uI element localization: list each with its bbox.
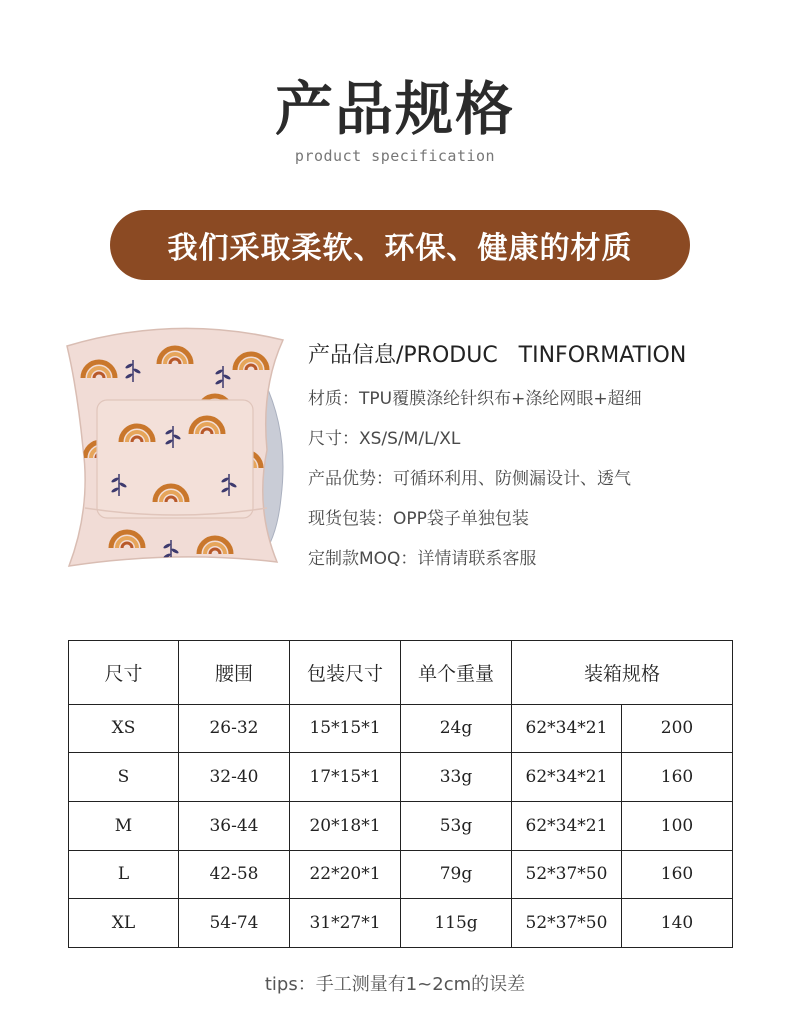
cell-size: L [69, 850, 179, 899]
header-waist: 腰围 [179, 641, 290, 705]
page-subtitle: product specification [294, 147, 496, 165]
info-advantage: 产品优势：可循环利用、防侧漏设计、透气 [308, 469, 631, 489]
cell-size: XL [69, 899, 179, 948]
cell-carton-qty: 100 [622, 801, 733, 850]
cell-weight: 33g [401, 753, 512, 802]
table-row [69, 704, 733, 753]
measurement-tip: tips：手工测量有1~2cm的误差 [264, 974, 526, 995]
cell-carton-size: 62*34*21 [512, 704, 622, 753]
cell-package-size: 20*18*1 [290, 801, 401, 850]
info-moq: 定制款MOQ：详情请联系客服 [308, 549, 537, 569]
product-image [55, 318, 295, 578]
cell-carton-qty: 140 [622, 899, 733, 948]
header-weight: 单个重量 [401, 641, 512, 705]
cell-package-size: 31*27*1 [290, 899, 401, 948]
table-row [69, 850, 733, 899]
cell-weight: 79g [401, 850, 512, 899]
cell-waist: 32-40 [179, 753, 290, 802]
cell-carton-size: 52*37*50 [512, 850, 622, 899]
info-heading: 产品信息/PRODUC TINFORMATION [308, 343, 687, 368]
cell-carton-size: 62*34*21 [512, 801, 622, 850]
info-packaging: 现货包装：OPP袋子单独包装 [308, 509, 529, 529]
table-row [69, 899, 733, 948]
material-banner-text: 我们采取柔软、环保、健康的材质 [167, 231, 633, 266]
cell-weight: 24g [401, 704, 512, 753]
cell-carton-qty: 200 [622, 704, 733, 753]
header-carton: 装箱规格 [512, 641, 733, 705]
cell-size: S [69, 753, 179, 802]
material-banner [110, 210, 690, 280]
info-size: 尺寸：XS/S/M/L/XL [308, 429, 461, 449]
product-info [308, 338, 778, 579]
cell-carton-qty: 160 [622, 850, 733, 899]
page-title: 产品规格 [274, 75, 515, 143]
cell-package-size: 22*20*1 [290, 850, 401, 899]
table-row [69, 801, 733, 850]
cell-package-size: 17*15*1 [290, 753, 401, 802]
cell-carton-size: 62*34*21 [512, 753, 622, 802]
info-material: 材质：TPU覆膜涤纶针织布+涤纶网眼+超细 [308, 389, 642, 409]
header-size: 尺寸 [69, 641, 179, 705]
table-header-row [69, 641, 733, 705]
cell-waist: 36-44 [179, 801, 290, 850]
cell-weight: 53g [401, 801, 512, 850]
table-row [69, 753, 733, 802]
cell-carton-size: 52*37*50 [512, 899, 622, 948]
size-table [68, 640, 733, 948]
cell-carton-qty: 160 [622, 753, 733, 802]
cell-waist: 54-74 [179, 899, 290, 948]
cell-size: M [69, 801, 179, 850]
cell-package-size: 15*15*1 [290, 704, 401, 753]
cell-waist: 42-58 [179, 850, 290, 899]
cell-waist: 26-32 [179, 704, 290, 753]
header-package-size: 包装尺寸 [290, 641, 401, 705]
cell-size: XS [69, 704, 179, 753]
cell-weight: 115g [401, 899, 512, 948]
